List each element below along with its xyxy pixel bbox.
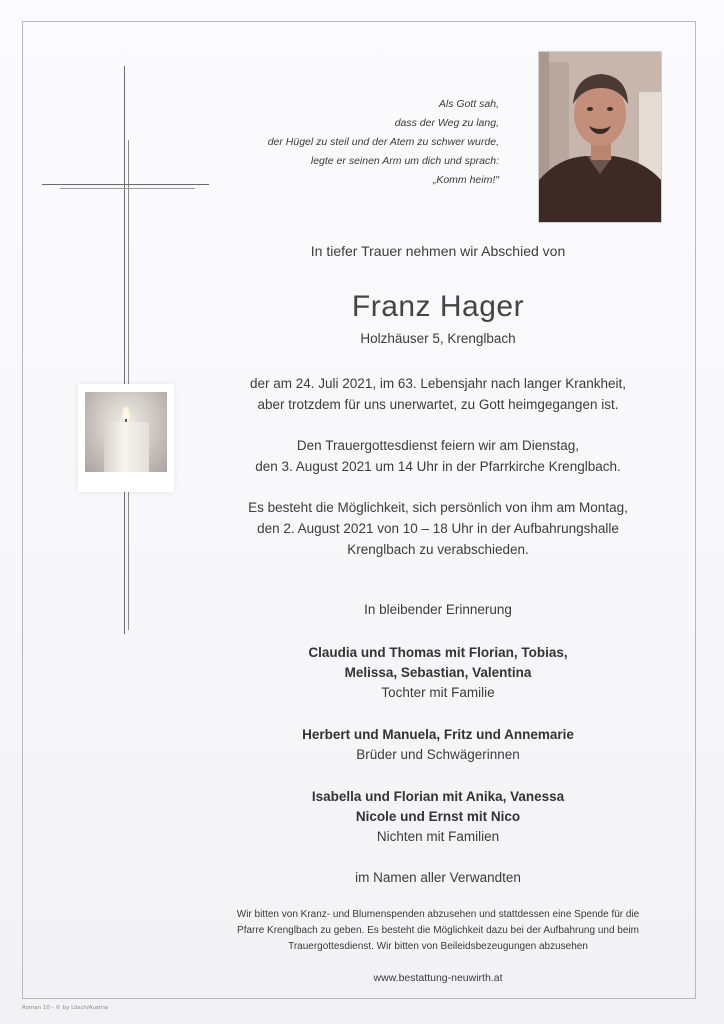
service-paragraph bbox=[188, 435, 688, 477]
request-line: Trauergottesdienst. Wir bitten von Beileidsbezeugungen abzusehen bbox=[288, 941, 588, 952]
family-relation: Nichten mit Familien bbox=[376, 829, 500, 844]
viewing-paragraph bbox=[188, 497, 688, 560]
paragraph-line: der am 24. Juli 2021, im 63. Lebensjahr nach langer Krankheit, bbox=[250, 376, 626, 391]
footer-code: Roman 10 - © by Lösch/Austria bbox=[22, 1005, 109, 1011]
deceased-name: Franz Hager bbox=[351, 290, 525, 323]
family-group bbox=[188, 643, 688, 703]
paragraph-line: Krenglbach zu verabschieden. bbox=[347, 542, 529, 557]
family-names: Nicole und Ernst mit Nico bbox=[355, 809, 521, 824]
poem-line: legte er seinen Arm um dich und sprach: bbox=[310, 155, 499, 167]
poem bbox=[179, 95, 499, 190]
request-line: Pfarre Krenglbach zu geben. Es besteht die Möglichkeit dazu bei der Aufbahrung und beim bbox=[237, 925, 639, 936]
portrait-photo bbox=[538, 51, 662, 223]
paragraph-line: den 3. August 2021 um 14 Uhr in der Pfarrkirche Krenglbach. bbox=[255, 459, 621, 474]
website-link[interactable]: www.bestattung-neuwirth.at bbox=[373, 972, 503, 984]
request-line: Wir bitten von Kranz- und Blumenspenden abzusehen und stattdessen eine Spende für die bbox=[236, 909, 640, 920]
donation-request bbox=[188, 907, 688, 955]
poem-line: der Hügel zu steil und der Atem zu schwer wurde, bbox=[267, 136, 499, 148]
paragraph-line: Den Trauergottesdienst feiern wir am Dienstag, bbox=[296, 438, 580, 453]
cross-horizontal-line-inner bbox=[60, 188, 195, 189]
relatives-text: im Namen aller Verwandten bbox=[355, 870, 521, 885]
paragraph-line: den 2. August 2021 von 10 – 18 Uhr in der Aufbahrungshalle bbox=[257, 521, 619, 536]
family-names: Isabella und Florian mit Anika, Vanessa bbox=[311, 789, 565, 804]
family-group bbox=[188, 725, 688, 765]
intro-text: In tiefer Trauer nehmen wir Abschied von bbox=[310, 243, 566, 259]
poem-line: „Komm heim!" bbox=[432, 174, 499, 186]
family-relation: Brüder und Schwägerinnen bbox=[356, 747, 520, 762]
paragraph-line: aber trotzdem für uns unerwartet, zu Gott heimgegangen ist. bbox=[257, 397, 619, 412]
paragraph-line: Es besteht die Möglichkeit, sich persönlich von ihm am Montag, bbox=[248, 500, 628, 515]
family-names: Claudia und Thomas mit Florian, Tobias, bbox=[308, 645, 568, 660]
poem-line: Als Gott sah, bbox=[438, 98, 499, 110]
family-relation: Tochter mit Familie bbox=[381, 685, 495, 700]
family-group bbox=[188, 787, 688, 847]
candle-photo bbox=[85, 392, 167, 472]
cross-vertical-line bbox=[124, 66, 125, 634]
memory-heading: In bleibender Erinnerung bbox=[364, 602, 512, 617]
family-names: Melissa, Sebastian, Valentina bbox=[344, 665, 532, 680]
candle-icon bbox=[78, 384, 174, 492]
poem-line: dass der Weg zu lang, bbox=[394, 117, 499, 129]
death-notice-paragraph bbox=[188, 373, 688, 415]
candle-body bbox=[104, 422, 149, 472]
family-names: Herbert und Manuela, Fritz und Annemarie bbox=[302, 727, 574, 742]
deceased-address: Holzhäuser 5, Krenglbach bbox=[360, 331, 516, 346]
